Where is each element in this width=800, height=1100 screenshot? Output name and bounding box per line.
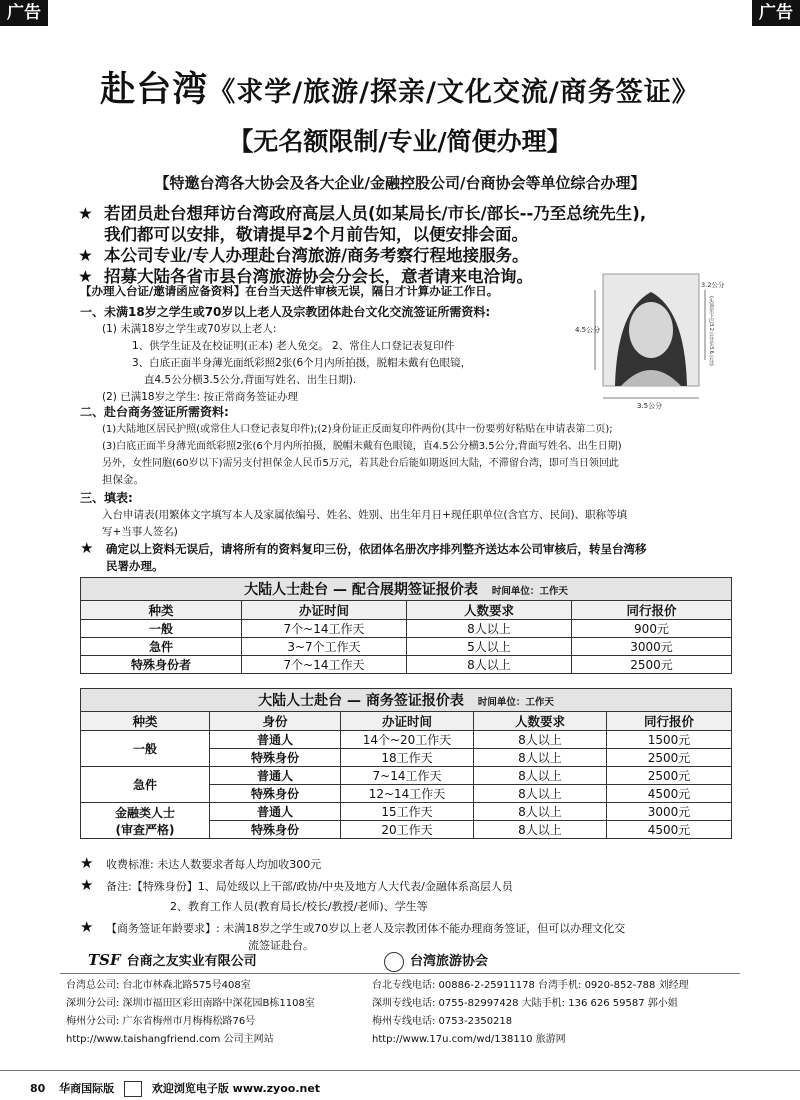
table-caption bbox=[81, 689, 732, 712]
page-footer bbox=[30, 1080, 320, 1097]
fee-line: 收费标准: 未达人数要求者每人均加收300元 bbox=[106, 858, 322, 871]
section-2 bbox=[80, 404, 750, 489]
price-table-exhibition bbox=[80, 577, 732, 674]
table-cell: 4500元 bbox=[607, 821, 732, 839]
confirm-line: 民署办理。 bbox=[106, 559, 164, 573]
table-header: 办证时间 bbox=[341, 712, 474, 731]
company-logo: TSF bbox=[88, 951, 121, 969]
table-header: 同行报价 bbox=[572, 601, 732, 620]
table-cell: 3000元 bbox=[572, 638, 732, 656]
section-1-title: 一、未满18岁之学生或70岁以上老人及宗教团体赴台文化交流签证所需资料: bbox=[80, 305, 491, 319]
table-row bbox=[81, 767, 732, 785]
section-2-title: 二、赴台商务签证所需资料: bbox=[80, 405, 229, 419]
table-cell bbox=[81, 803, 210, 839]
table-cell-line: 金融类人士 bbox=[114, 805, 175, 820]
section-2-line: (1)大陆地区居民护照(或常住人口登记表复印件);(2)身份证正反面复印件两份(其中一份要剪好粘贴在申请表第二页); bbox=[102, 424, 613, 435]
table-caption bbox=[81, 578, 732, 601]
table-cell: 普通人 bbox=[210, 731, 341, 749]
table-cell: 4500元 bbox=[607, 785, 732, 803]
table-cell: 8人以上 bbox=[474, 821, 607, 839]
fee-line: 流签证赴台。 bbox=[248, 939, 314, 952]
table-header: 人数要求 bbox=[474, 712, 607, 731]
invite-line: 【特邀台湾各大协会及各大企业/金融控股公司/台商协会等单位综合办理】 bbox=[154, 174, 646, 192]
page-subtitle: 【无名额限制/专业/简便办理】 bbox=[228, 127, 572, 156]
table-cell: 普通人 bbox=[210, 803, 341, 821]
table-cell: 14个~20工作天 bbox=[341, 731, 474, 749]
table-cell: 20工作天 bbox=[341, 821, 474, 839]
contact-line: 深圳专线电话: 0755-82997428 大陆手机: 136 626 59587 郭小姐 bbox=[372, 998, 678, 1009]
table-cell: 2500元 bbox=[572, 656, 732, 674]
table-header: 同行报价 bbox=[607, 712, 732, 731]
table-cell: 8人以上 bbox=[474, 785, 607, 803]
section-2-line: 另外，女性同胞(60岁以下)需另支付担保金人民币5万元，若其赴台后能如期返回大陆，不滞留台湾，即可当日领回此 bbox=[102, 458, 619, 469]
table-cell: 8人以上 bbox=[474, 803, 607, 821]
table-cell: 8人以上 bbox=[474, 767, 607, 785]
star-item: 我们都可以安排，敬请提早2个月前告知，以便安排会面。 bbox=[104, 225, 528, 244]
photo-width-label: 3.5公分 bbox=[637, 402, 663, 410]
photo-side-label: (头顶至下巴3.2公分至3.6公分) bbox=[708, 296, 714, 366]
left-contacts bbox=[66, 977, 376, 1049]
page-title bbox=[0, 62, 800, 112]
table-header: 办证时间 bbox=[242, 601, 407, 620]
fee-line: 备注:【特殊身份】1、局处级以上干部/政协/中央及地方人大代表/金融体系高层人员 bbox=[106, 880, 513, 893]
section-1-line: 1、供学生证及在校证明(正本) 老人免交。 2、常住人口登记表复印件 bbox=[132, 340, 455, 352]
price-table-business bbox=[80, 688, 732, 839]
section-3-title: 三、填表: bbox=[80, 491, 133, 505]
fee-notes bbox=[80, 853, 760, 953]
table-cell: 7个~14工作天 bbox=[242, 620, 407, 638]
page-number: 80 bbox=[30, 1082, 46, 1095]
table-cell: 7个~14工作天 bbox=[242, 656, 407, 674]
table-caption-text: 大陆人士赴台 — 配合展期签证报价表 bbox=[244, 582, 478, 598]
photo-top-label: 3.2公分 bbox=[701, 281, 725, 289]
divider bbox=[60, 973, 740, 974]
table-row bbox=[81, 620, 732, 638]
star-icon: ★ bbox=[80, 876, 94, 894]
magazine-logo-icon bbox=[124, 1081, 142, 1097]
star-icon: ★ bbox=[80, 539, 94, 557]
company-block bbox=[88, 950, 257, 969]
title-main: 赴台湾 bbox=[100, 70, 209, 110]
section-1-line: 3、白底正面半身薄光面纸彩照2张(6个月内所拍摄，脱帽未戴有色眼镜， bbox=[132, 357, 472, 369]
ad-label-left: 广告 bbox=[0, 0, 48, 26]
company-name: 台商之友实业有限公司 bbox=[126, 954, 257, 969]
section-3 bbox=[80, 490, 750, 541]
assoc-block bbox=[384, 950, 488, 972]
photo-height-label: 4.5公分 bbox=[575, 326, 601, 334]
table-cell: 8人以上 bbox=[407, 620, 572, 638]
footer-divider bbox=[0, 1070, 800, 1071]
table-cell: 15工作天 bbox=[341, 803, 474, 821]
table-cell: 特殊身份 bbox=[210, 821, 341, 839]
section-1-line: (1) 未满18岁之学生或70岁以上老人: bbox=[102, 323, 277, 335]
table-cell: 普通人 bbox=[210, 767, 341, 785]
table-cell: 一般 bbox=[81, 731, 210, 767]
table-row bbox=[81, 803, 732, 821]
ad-label-right: 广告 bbox=[752, 0, 800, 26]
star-icon: ★ bbox=[78, 267, 93, 286]
table-cell: 3~7个工作天 bbox=[242, 638, 407, 656]
table-cell: 2500元 bbox=[607, 749, 732, 767]
table-unit: 时间单位：工作天 bbox=[491, 586, 568, 597]
star-item: 若团员赴台想拜访台湾政府高层人员(如某局长/市长/部长--乃至总统先生), bbox=[104, 204, 647, 223]
section-1-line: (2) 已满18岁之学生: 按正常商务签证办理 bbox=[102, 391, 298, 403]
contact-line: 台北专线电话: 00886-2-25911178 台湾手机: 0920-852-788 刘经理 bbox=[372, 980, 689, 991]
table-cell: 8人以上 bbox=[407, 656, 572, 674]
table-row bbox=[81, 656, 732, 674]
contact-line: 台湾总公司: 台北市林森北路575号408室 bbox=[66, 980, 251, 991]
section-3-line: 写+当事人签名) bbox=[102, 526, 178, 538]
table-header: 种类 bbox=[81, 712, 210, 731]
confirm-line: 确定以上资料无误后，请将所有的资料复印三份，依团体名册次序排列整齐送达本公司审核后，转呈台湾移 bbox=[106, 542, 647, 556]
fee-line: 【商务签证年龄要求】: 未满18岁之学生或70岁以上老人及宗教团体不能办理商务签证，但可以办理文化交 bbox=[106, 922, 626, 935]
right-contacts bbox=[372, 977, 752, 1049]
table-cell: 12~14工作天 bbox=[341, 785, 474, 803]
contact-line: 梅州专线电话: 0753-2350218 bbox=[372, 1016, 513, 1027]
section-1-line: 直4.5公分横3.5公分,背面写姓名、出生日期). bbox=[144, 374, 357, 386]
table-cell: 2500元 bbox=[607, 767, 732, 785]
confirm-note bbox=[80, 540, 760, 575]
assoc-seal-icon bbox=[384, 952, 404, 972]
table-header: 人数要求 bbox=[407, 601, 572, 620]
table-row bbox=[81, 731, 732, 749]
contact-line: 梅州分公司: 广东省梅州市月梅梅松路76号 bbox=[66, 1016, 256, 1027]
title-sub: 《求学/旅游/探亲/文化交流/商务签证》 bbox=[208, 77, 700, 108]
table-cell: 8人以上 bbox=[474, 731, 607, 749]
table-cell: 特殊身份 bbox=[210, 785, 341, 803]
star-item: 招募大陆各省市县台湾旅游协会分会长，意者请来电洽询。 bbox=[104, 267, 533, 286]
table-unit: 时间单位：工作天 bbox=[477, 697, 554, 708]
section-2-line: 担保金。 bbox=[102, 474, 144, 486]
fee-line: 2、教育工作人员(教育局长/校长/教授/老师)、学生等 bbox=[170, 900, 428, 913]
magazine-name: 华商国际版 bbox=[59, 1082, 115, 1095]
footer-slogan: 欢迎浏览电子版 www.zyoo.net bbox=[151, 1082, 321, 1095]
table-header: 身份 bbox=[210, 712, 341, 731]
table-cell: 一般 bbox=[81, 620, 242, 638]
table-cell: 8人以上 bbox=[474, 749, 607, 767]
table-cell: 3000元 bbox=[607, 803, 732, 821]
star-item: 本公司专业/专人办理赴台湾旅游/商务考察行程地接服务。 bbox=[104, 246, 529, 265]
star-icon: ★ bbox=[78, 204, 93, 223]
assoc-name: 台湾旅游协会 bbox=[410, 954, 489, 969]
table-cell: 7~14工作天 bbox=[341, 767, 474, 785]
contact-line[interactable]: http://www.taishangfriend.com 公司主网站 bbox=[66, 1034, 274, 1045]
id-photo-sample bbox=[575, 270, 725, 410]
table-cell: 900元 bbox=[572, 620, 732, 638]
table-caption-text: 大陆人士赴台 — 商务签证报价表 bbox=[258, 693, 464, 709]
table-cell: 18工作天 bbox=[341, 749, 474, 767]
contact-line: 深圳分公司: 深圳市福田区彩田南路中深花园B栋1108室 bbox=[66, 998, 315, 1009]
table-cell: 1500元 bbox=[607, 731, 732, 749]
table-cell: 5人以上 bbox=[407, 638, 572, 656]
table-cell-line: (审查严格) bbox=[115, 822, 175, 837]
contact-line[interactable]: http://www.17u.com/wd/138110 旅游网 bbox=[372, 1034, 566, 1045]
star-icon: ★ bbox=[78, 246, 93, 265]
star-icon: ★ bbox=[80, 918, 94, 936]
section-1 bbox=[80, 304, 570, 406]
table-cell: 急件 bbox=[81, 767, 210, 803]
table-header: 种类 bbox=[81, 601, 242, 620]
table-cell: 急件 bbox=[81, 638, 242, 656]
table-cell: 特殊身份 bbox=[210, 749, 341, 767]
star-icon: ★ bbox=[80, 854, 94, 872]
table-row bbox=[81, 638, 732, 656]
section-2-line: (3)白底正面半身薄光面纸彩照2张(6个月内所拍摄，脱帽未戴有色眼镜，直4.5公分横3.5公分,背面写姓名、出生日期) bbox=[102, 441, 622, 452]
table-cell: 特殊身份者 bbox=[81, 656, 242, 674]
section-3-line: 入台申请表(用繁体文字填写本人及家属依编号、姓名、姓别、出生年月日+现任职单位(含官方、民间)、职称等填 bbox=[102, 509, 628, 521]
notice-line: 【办理入台证/邀请函应备资料】在台当天送件审核无误，隔日才计算办证工作日。 bbox=[80, 284, 499, 298]
